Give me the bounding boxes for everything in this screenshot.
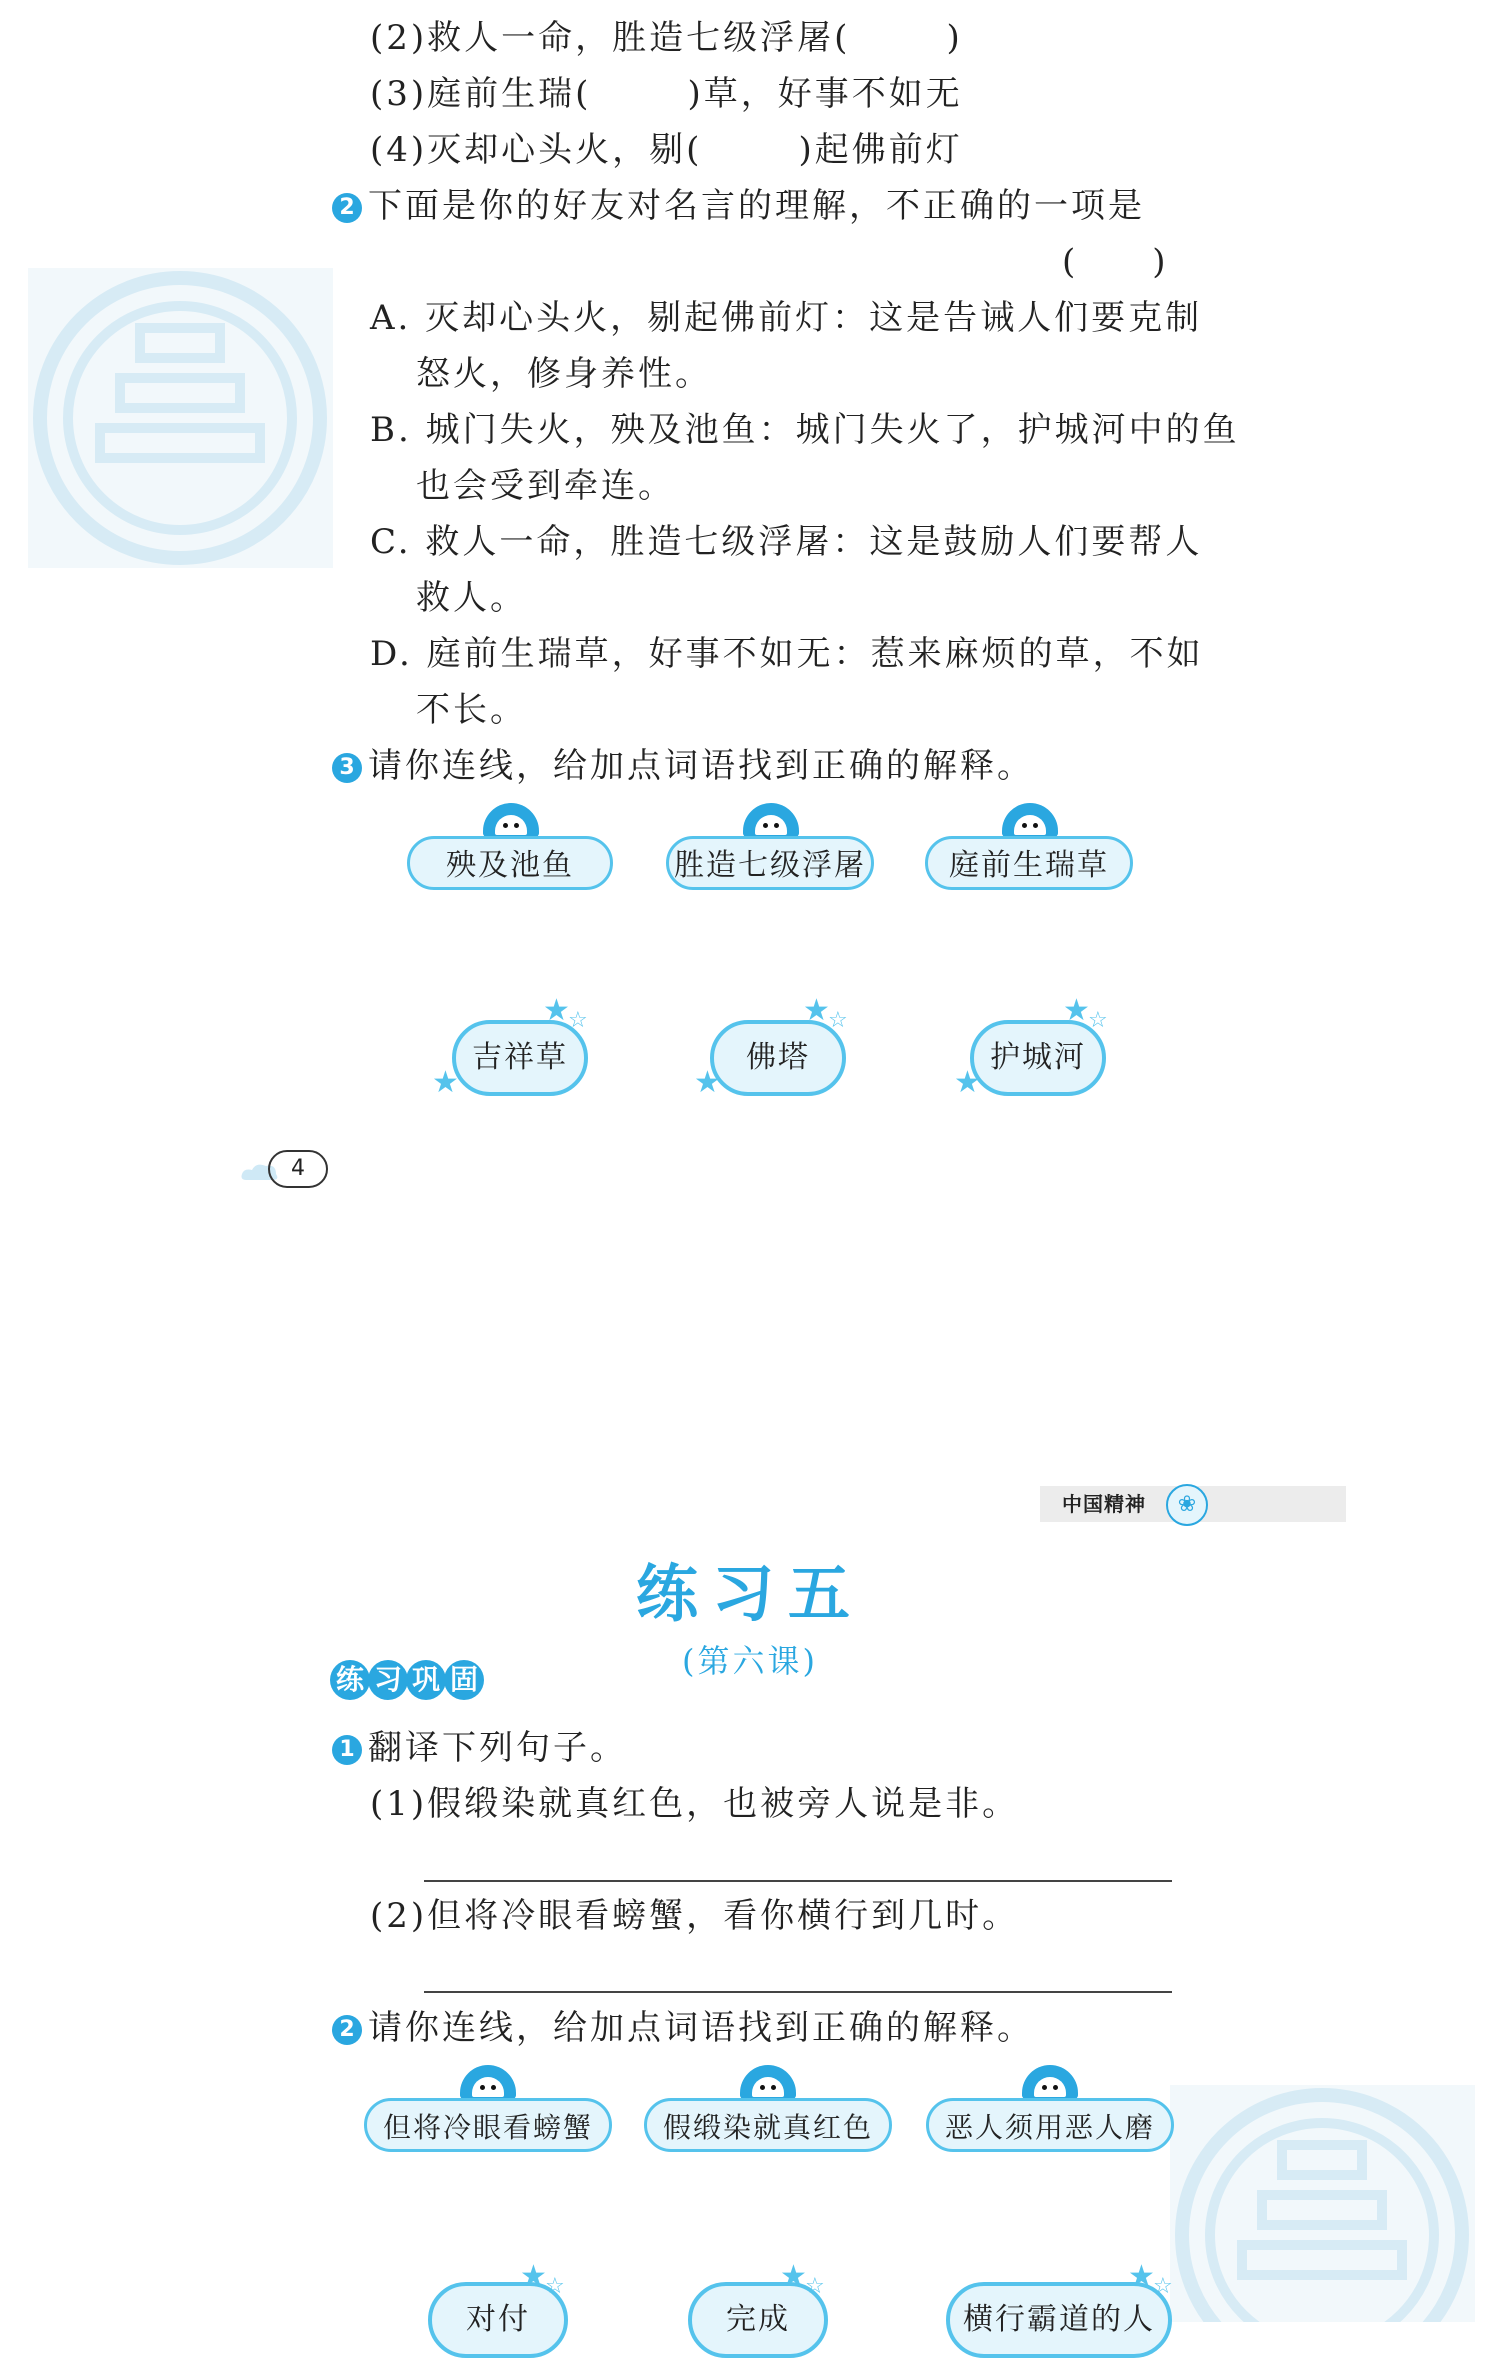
star-icon: ★	[780, 2259, 807, 2294]
seal-watermark-right	[1170, 2085, 1475, 2322]
question-number-icon: 2	[332, 193, 362, 223]
option-c[interactable]: C. 救人一命，胜造七级浮屠：这是鼓励人们要帮人 救人。	[370, 522, 1203, 618]
fill-item-4: (4)灭却心头火，剔( )起佛前灯	[370, 130, 963, 170]
option-d[interactable]: D. 庭前生瑞草，好事不如无：惹来麻烦的草，不如 不长。	[370, 634, 1204, 730]
star-icon: ★	[694, 1065, 721, 1100]
option-a[interactable]: A. 灭却心头火，剔起佛前灯：这是告诫人们要克制 怒火，修身养性。	[370, 298, 1203, 394]
sentence-2: (2)但将冷眼看螃蟹，看你横行到几时。	[370, 1896, 1020, 1936]
phrase-pill[interactable]: 但将冷眼看螃蟹	[364, 2098, 612, 2152]
star-icon: ★	[954, 1065, 981, 1100]
page-subtitle: (第六课)	[682, 1642, 818, 1680]
cartoon-face-icon	[740, 2065, 796, 2099]
meaning-oval[interactable]: 护城河	[970, 1020, 1106, 1096]
star-icon: ★	[803, 993, 830, 1028]
phrase-pill[interactable]: 胜造七级浮屠	[666, 836, 874, 890]
star-icon: ★	[543, 993, 570, 1028]
phrase-pill[interactable]: 恶人须用恶人磨	[926, 2098, 1174, 2152]
page-number: 4	[268, 1150, 328, 1188]
sentence-1: (1)假缎染就真红色，也被旁人说是非。	[370, 1784, 1020, 1824]
meaning-oval[interactable]: 完成	[688, 2282, 828, 2358]
page-title: 练习五	[635, 1557, 864, 1630]
fill-item-3: (3)庭前生瑞( )草，好事不如无	[370, 74, 963, 114]
star-icon: ★	[432, 1065, 459, 1100]
question-number-icon: 1	[332, 1735, 362, 1765]
star-icon: ☆	[568, 1008, 588, 1033]
option-b[interactable]: B. 城门失火，殃及池鱼：城门失火了，护城河中的鱼 也会受到牵连。	[370, 410, 1240, 506]
header-label: 中国精神	[1062, 1492, 1146, 1516]
section-tag: 练 习 巩 固	[330, 1660, 482, 1700]
cartoon-face-icon	[460, 2065, 516, 2099]
question-3: 3 请你连线，给加点词语找到正确的解释。	[332, 744, 1034, 788]
star-icon: ★	[520, 2259, 547, 2294]
question-number-icon: 3	[332, 753, 362, 783]
answer-paren[interactable]: ( )	[1062, 242, 1169, 282]
phrase-pill[interactable]: 庭前生瑞草	[925, 836, 1133, 890]
answer-line[interactable]	[424, 1880, 1172, 1882]
cartoon-face-icon	[1022, 2065, 1078, 2099]
cartoon-face-icon	[1002, 803, 1058, 837]
answer-line[interactable]	[424, 1991, 1172, 1993]
meaning-oval[interactable]: 吉祥草	[452, 1020, 588, 1096]
star-icon: ☆	[545, 2274, 565, 2299]
fill-item-2: (2)救人一命，胜造七级浮屠( )	[370, 18, 963, 58]
question-number-icon: 2	[332, 2015, 362, 2045]
question-1: 1 翻译下列句子。	[332, 1726, 627, 1770]
phrase-pill[interactable]: 殃及池鱼	[407, 836, 613, 890]
star-icon: ☆	[805, 2274, 825, 2299]
cartoon-face-icon	[743, 803, 799, 837]
star-icon: ☆	[1088, 1008, 1108, 1033]
meaning-oval[interactable]: 对付	[428, 2282, 568, 2358]
meaning-oval[interactable]: 佛塔	[710, 1020, 846, 1096]
star-icon: ☆	[1153, 2274, 1173, 2299]
dragon-logo-icon: ❀	[1166, 1484, 1208, 1526]
star-icon: ☆	[828, 1008, 848, 1033]
phrase-pill[interactable]: 假缎染就真红色	[644, 2098, 892, 2152]
question-2-bottom: 2 请你连线，给加点词语找到正确的解释。	[332, 2006, 1034, 2050]
seal-watermark-left	[28, 268, 333, 568]
cartoon-face-icon	[483, 803, 539, 837]
meaning-oval[interactable]: 横行霸道的人	[946, 2282, 1172, 2358]
star-icon: ★	[1128, 2259, 1155, 2294]
question-2: 2 下面是你的好友对名言的理解，不正确的一项是	[332, 184, 1145, 228]
star-icon: ★	[1063, 993, 1090, 1028]
